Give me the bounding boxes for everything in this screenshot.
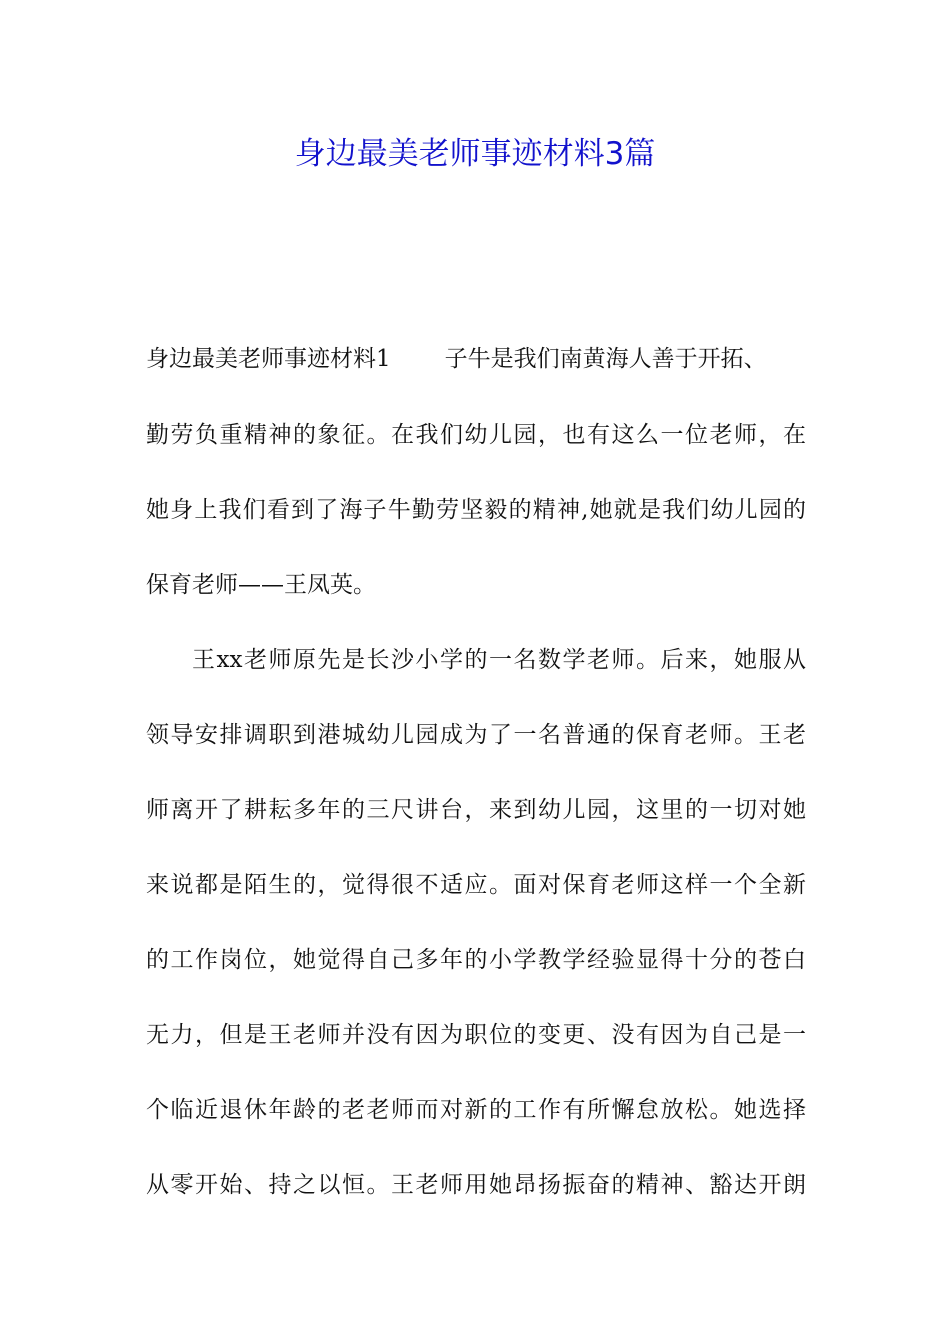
paragraph-line: 她身上我们看到了海子牛勤劳坚毅的精神,她就是我们幼儿园的 bbox=[146, 497, 806, 523]
paragraph-line: 的工作岗位，她觉得自己多年的小学教学经验显得十分的苍白 bbox=[146, 947, 806, 973]
paragraph-line: 来说都是陌生的，觉得很不适应。面对保育老师这样一个全新 bbox=[146, 872, 806, 898]
paragraph-line bbox=[146, 343, 806, 375]
paragraph-text: 子牛是我们南黄海人善于开拓、 bbox=[444, 346, 767, 372]
document-title: 身边最美老师事迹材料3篇 bbox=[294, 136, 656, 172]
paragraph-line: 王xx老师原先是长沙小学的一名数学老师。后来，她服从 bbox=[192, 647, 806, 673]
section-heading: 身边最美老师事迹材料1 bbox=[146, 346, 391, 372]
paragraph-line: 勤劳负重精神的象征。在我们幼儿园，也有这么一位老师，在 bbox=[146, 422, 806, 448]
paragraph-line: 个临近退休年龄的老老师而对新的工作有所懈怠放松。她选择 bbox=[146, 1097, 806, 1123]
paragraph-line: 无力，但是王老师并没有因为职位的变更、没有因为自己是一 bbox=[146, 1022, 806, 1048]
paragraph-line: 师离开了耕耘多年的三尺讲台，来到幼儿园，这里的一切对她 bbox=[146, 797, 806, 823]
paragraph-line: 从零开始、持之以恒。王老师用她昂扬振奋的精神、豁达开朗 bbox=[146, 1172, 806, 1198]
paragraph-line: 保育老师——王凤英。 bbox=[146, 572, 376, 598]
paragraph-line: 领导安排调职到港城幼儿园成为了一名普通的保育老师。王老 bbox=[146, 722, 806, 748]
